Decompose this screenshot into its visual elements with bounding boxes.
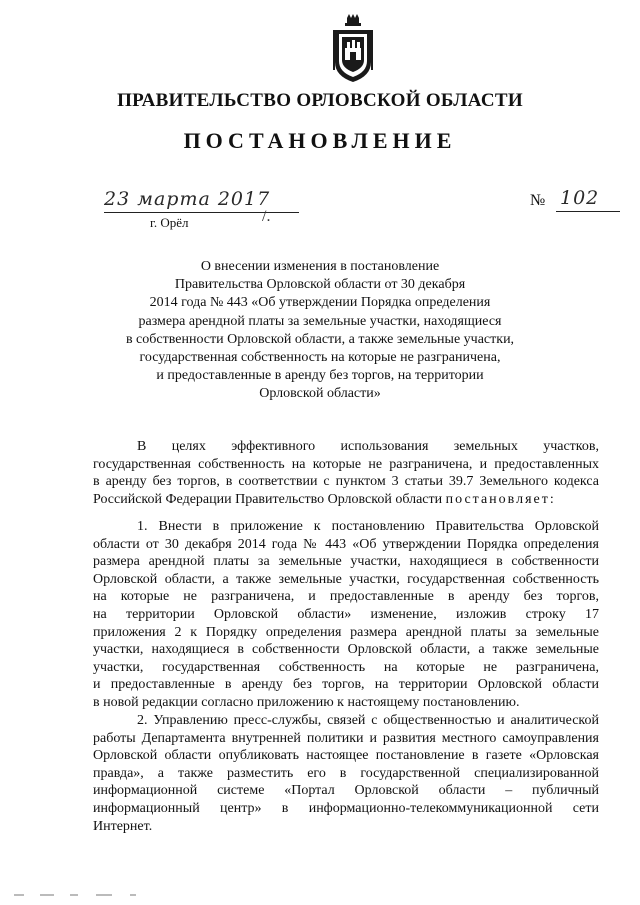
- item-1-line: участки, государственная собственность на которые не разграничена,: [93, 659, 599, 675]
- subject-line: в собственности Орловской области, а также земельные участки,: [125, 331, 515, 347]
- preamble-line: В целях эффективного использования земельных участков,: [137, 439, 599, 454]
- item-1-line: на территории Орловской области» изменение, изложив строку 17: [93, 606, 599, 622]
- item-1-line: на которые не разграничена, и предоставленные в аренду без торгов,: [93, 589, 599, 605]
- item-2-paragraph: [93, 712, 599, 835]
- preamble-final-line: [93, 491, 599, 509]
- document-type-title: ПОСТАНОВЛЕНИЕ: [183, 128, 457, 153]
- handwritten-date: 23 марта 2017: [104, 188, 271, 210]
- document-subject: [60, 258, 580, 404]
- document-number-field: [530, 187, 620, 214]
- item-2-line: информационной системе «Портал Орловской области – публичный: [93, 783, 599, 799]
- city-label: г. Орёл: [150, 215, 189, 230]
- item-1-line: области от 30 декабря 2014 года № 443 «Об утверждении Порядка определения: [93, 536, 599, 552]
- item-1-line: 1. Внести в приложение к постановлению Правительства Орловской: [137, 519, 599, 534]
- item-1-line: и предоставленные в аренду без торгов, на территории Орловской области: [93, 677, 599, 693]
- resolves-word: постановляет:: [445, 491, 556, 507]
- preamble-paragraph: [93, 438, 599, 508]
- subject-line: 2014 года № 443 «Об утверждении Порядка определения: [149, 295, 491, 311]
- item-1-line: приложения 2 к Порядку определения размера арендной платы за земельные: [93, 624, 599, 640]
- item-1-line: участки, находящиеся в собственности Орловской области, а также земельные: [93, 642, 599, 658]
- subject-line: Правительства Орловской области от 30 декабря: [174, 277, 466, 293]
- item-2-line: 2. Управлению пресс-службы, связей с общественностью и аналитической: [137, 713, 599, 728]
- subject-line: Орловской области»: [259, 386, 381, 402]
- preamble-line: государственная собственность на которые не разграничена, и предоставленных: [93, 456, 599, 472]
- coat-of-arms-icon: [331, 14, 375, 84]
- coat-of-arms-graphic: [331, 14, 375, 84]
- item-1-line: размера арендной платы за земельные участки, находящиеся в собственности: [93, 554, 599, 570]
- government-title: ПРАВИТЕЛЬСТВО ОРЛОВСКОЙ ОБЛАСТИ: [117, 90, 523, 111]
- preamble-line: в аренду без торгов, в соответствии с пунктом 3 статьи 39.7 Земельного кодекса: [93, 474, 599, 490]
- subject-line: и предоставленные в аренду без торгов, на территории: [156, 368, 484, 384]
- item-2-line: информационный центр» в информационно-телекоммуникационной сети: [93, 800, 599, 816]
- item-1-line: Орловской области, а также земельные участки, государственная собственность: [93, 571, 599, 587]
- item-1-paragraph: [93, 518, 599, 712]
- number-sign: №: [530, 192, 546, 209]
- item-1-line: в новой редакции согласно приложению к настоящему постановлению.: [93, 694, 520, 710]
- scan-edge-marks: [0, 893, 640, 897]
- item-2-line: Орловской области опубликовать настоящее постановление в газете «Орловская: [93, 748, 599, 764]
- subject-line: размера арендной платы за земельные участки, находящиеся: [138, 313, 502, 329]
- number-underline: [556, 211, 620, 212]
- preamble-line: Российской Федерации Правительство Орловской области: [93, 491, 443, 507]
- item-2-line: Интернет.: [93, 818, 153, 834]
- handwritten-number: 102: [560, 187, 600, 209]
- subject-line: государственная собственность на которые не разграничена,: [139, 350, 501, 366]
- subject-line: О внесении изменения в постановление: [200, 259, 440, 274]
- item-2-line: работы Департамента внутренней политики и развития местного самоуправления: [93, 730, 599, 746]
- item-2-line: правда», а также разместить его в государственной специализированной: [93, 765, 599, 781]
- pen-mark: /.: [262, 208, 271, 225]
